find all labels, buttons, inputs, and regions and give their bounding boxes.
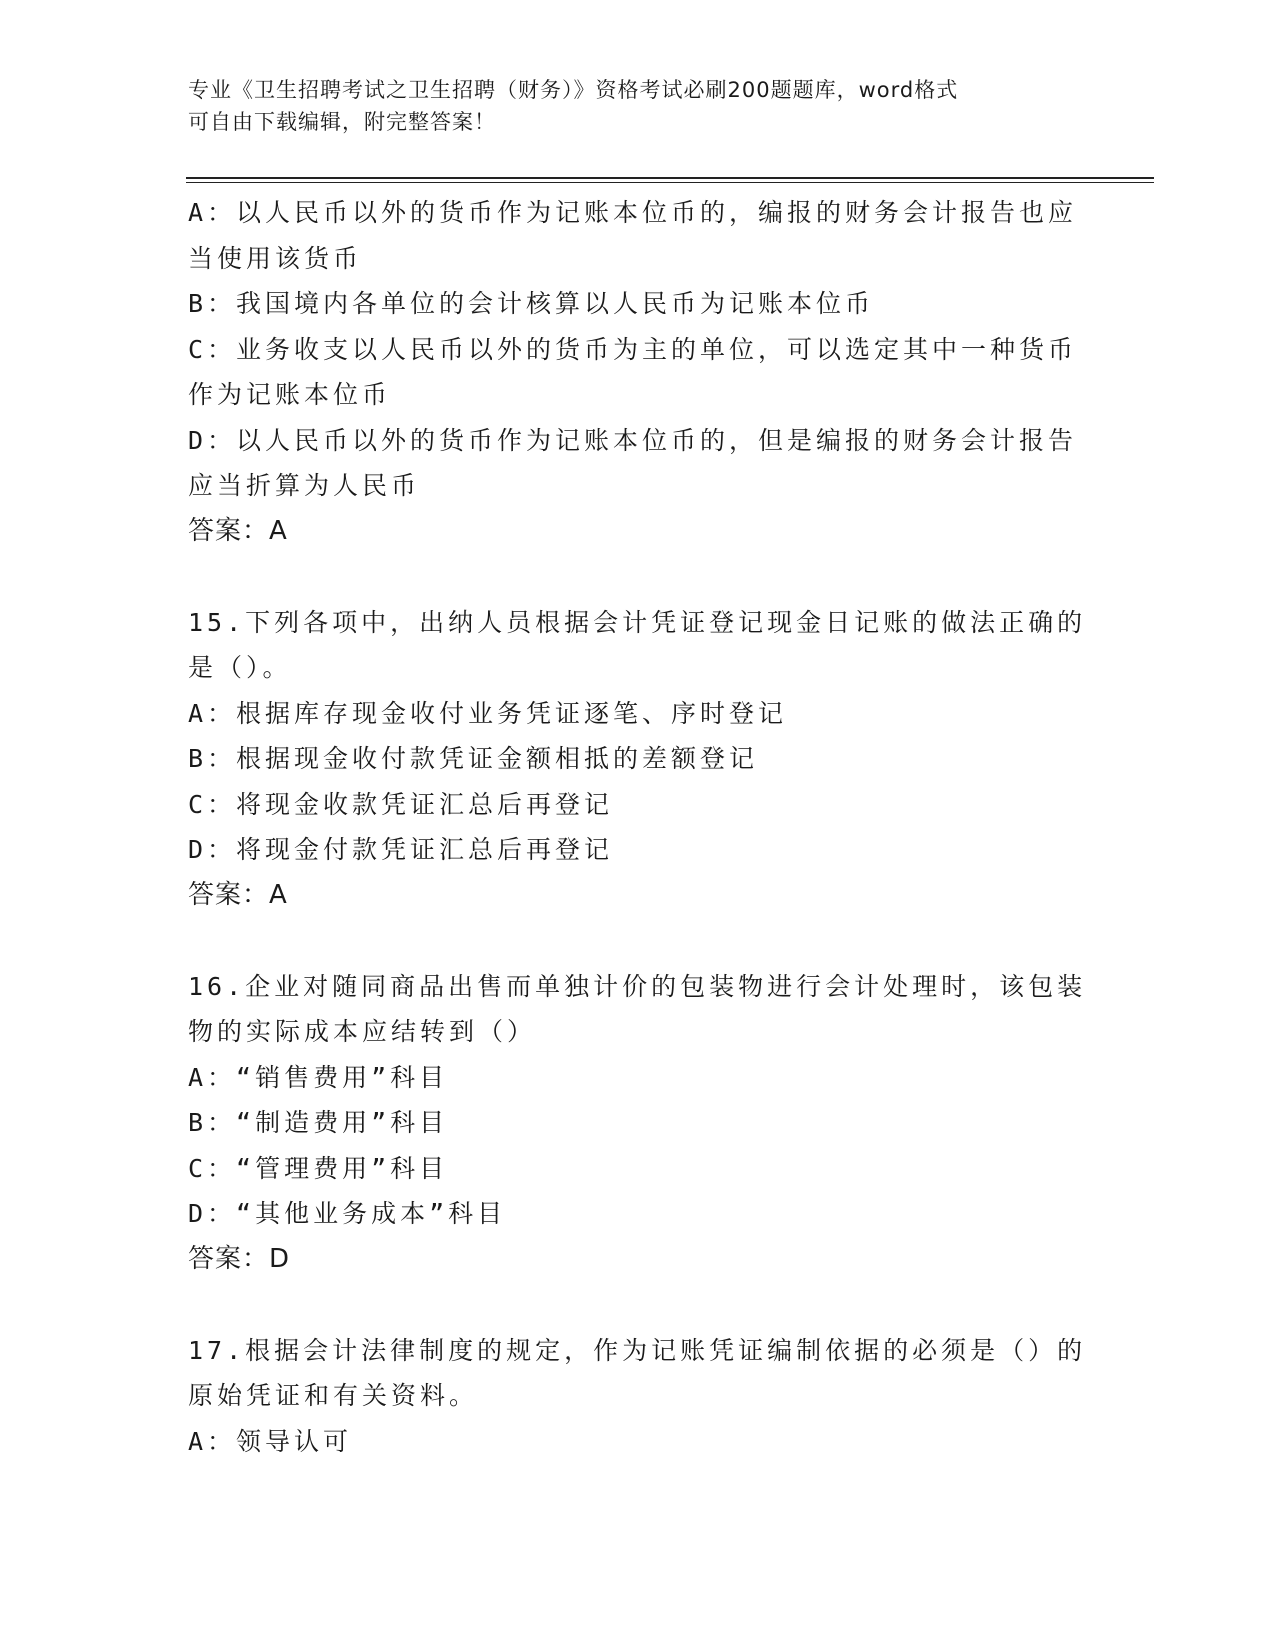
option-c: C：“管理费用”科目 [188,1153,449,1183]
question-list [188,190,1088,1464]
answer: 答案：A [188,515,288,546]
option-d-line-2: 应当折算为人民币 [188,471,421,500]
question-text-line-1: 17.根据会计法律制度的规定，作为记账凭证编制依据的必须是（）的 [188,1335,1087,1365]
option-a: A：“销售费用”科目 [188,1062,449,1092]
question-text-line-2: 原始凭证和有关资料。 [188,1381,479,1410]
header-line-2: 可自由下载编辑，附完整答案！ [188,110,496,134]
option-a-line-2: 当使用该货币 [188,243,363,273]
question-15 [188,600,1088,919]
option-c-line-2: 作为记账本位币 [188,380,392,409]
question-17 [188,1328,1088,1465]
option-d: D：将现金付款凭证汇总后再登记 [188,835,614,864]
answer: 答案：A [188,879,288,910]
option-c-line-1: C：业务收支以人民币以外的货币为主的单位，可以选定其中一种货币 [188,334,1078,364]
option-b: B：根据现金收付款凭证金额相抵的差额登记 [188,744,759,773]
header-rule-thin [186,182,1154,183]
option-a-line-1: A：以人民币以外的货币作为记账本位币的，编报的财务会计报告也应 [188,198,1078,227]
option-c: C：将现金收款凭证汇总后再登记 [188,789,614,819]
header-rule-thick [186,177,1154,179]
spacer [188,918,1088,964]
question-14-options [188,190,1088,554]
option-b: B：我国境内各单位的会计核算以人民币为记账本位币 [188,289,875,318]
option-b: B：“制造费用”科目 [188,1108,449,1137]
document-header [188,74,1068,138]
header-line-1: 专业《卫生招聘考试之卫生招聘（财务）》资格考试必刷200题题库，word格式 [188,78,959,102]
option-d: D：“其他业务成本”科目 [188,1199,507,1228]
spacer [188,1282,1088,1328]
question-text-line-1: 16.企业对随同商品出售而单独计价的包装物进行会计处理时，该包装 [188,971,1087,1001]
question-text-line-1: 15.下列各项中，出纳人员根据会计凭证登记现金日记账的做法正确的 [188,607,1087,637]
option-a: A：领导认可 [188,1426,353,1456]
question-text-line-2: 是（）。 [188,653,292,682]
option-a: A：根据库存现金收付业务凭证逐笔、序时登记 [188,698,788,728]
option-d-line-1: D：以人民币以外的货币作为记账本位币的，但是编报的财务会计报告 [188,425,1078,455]
question-text-line-2: 物的实际成本应结转到（） [188,1017,537,1046]
answer: 答案：D [188,1243,291,1274]
spacer [188,554,1088,600]
question-16 [188,964,1088,1283]
